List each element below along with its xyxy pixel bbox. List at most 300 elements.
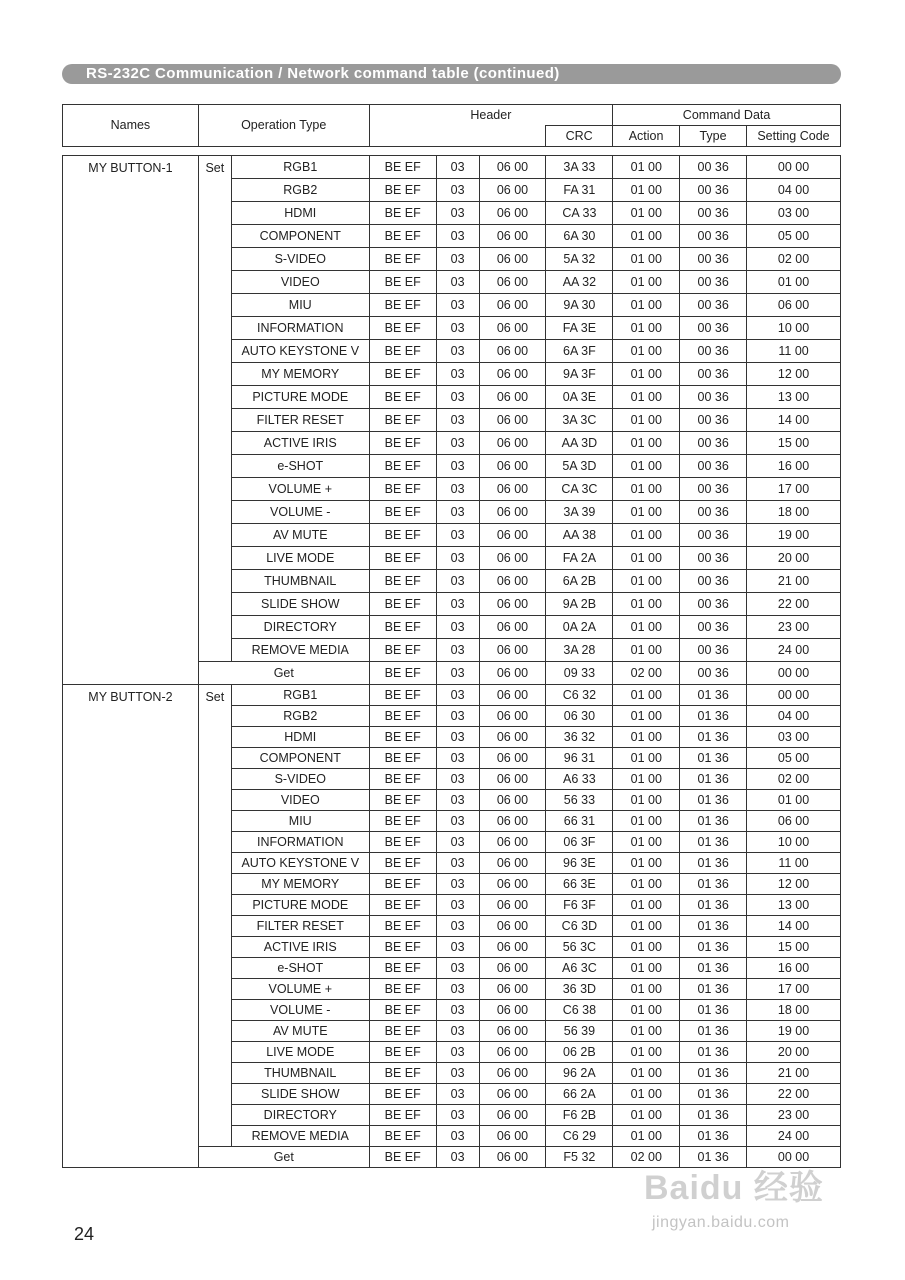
type-cell: 01 36 (680, 811, 747, 832)
action-cell: 01 00 (613, 570, 680, 593)
header-byte1-cell: BE EF (369, 524, 436, 547)
header-byte1-cell: BE EF (369, 811, 436, 832)
setting-code-cell: 03 00 (747, 727, 841, 748)
command-table-header (62, 104, 841, 147)
header-byte1-cell: BE EF (369, 895, 436, 916)
setting-code-cell: 04 00 (747, 179, 841, 202)
action-cell: 01 00 (613, 1126, 680, 1147)
header-byte3-cell: 06 00 (479, 832, 546, 853)
header-byte2-cell: 03 (436, 979, 479, 1000)
operation-cell: MIU (231, 294, 369, 317)
action-cell: 01 00 (613, 727, 680, 748)
type-cell: 01 36 (680, 1000, 747, 1021)
type-cell: 01 36 (680, 874, 747, 895)
operation-type-header: Operation Type (198, 105, 369, 147)
section-title-bar (62, 64, 841, 84)
type-cell: 00 36 (680, 639, 747, 662)
setting-code-cell: 00 00 (747, 156, 841, 179)
action-cell: 01 00 (613, 340, 680, 363)
setting-code-cell: 14 00 (747, 916, 841, 937)
header-byte2-cell: 03 (436, 1126, 479, 1147)
header-byte1-cell: BE EF (369, 790, 436, 811)
type-cell: 01 36 (680, 853, 747, 874)
type-cell: 01 36 (680, 1021, 747, 1042)
action-cell: 01 00 (613, 1084, 680, 1105)
header-byte3-cell: 06 00 (479, 790, 546, 811)
action-cell: 01 00 (613, 294, 680, 317)
operation-cell: HDMI (231, 727, 369, 748)
action-cell: 01 00 (613, 874, 680, 895)
setting-code-cell: 16 00 (747, 958, 841, 979)
setting-code-cell: 04 00 (747, 706, 841, 727)
header-byte2-cell: 03 (436, 524, 479, 547)
header-byte2-cell: 03 (436, 1084, 479, 1105)
header-byte2-cell: 03 (436, 916, 479, 937)
crc-cell: AA 38 (546, 524, 613, 547)
watermark-url: jingyan.baidu.com (652, 1214, 790, 1231)
header-byte2-cell: 03 (436, 727, 479, 748)
type-cell: 01 36 (680, 748, 747, 769)
type-cell: 00 36 (680, 478, 747, 501)
type-cell: 01 36 (680, 895, 747, 916)
crc-cell: 6A 30 (546, 225, 613, 248)
crc-cell: 0A 3E (546, 386, 613, 409)
header-byte2-cell: 03 (436, 832, 479, 853)
header-byte3-cell: 06 00 (479, 570, 546, 593)
operation-cell: MIU (231, 811, 369, 832)
type-cell: 00 36 (680, 432, 747, 455)
action-cell: 01 00 (613, 225, 680, 248)
setting-code-cell: 24 00 (747, 639, 841, 662)
action-cell: 01 00 (613, 811, 680, 832)
crc-cell: 09 33 (546, 662, 613, 685)
header-byte1-cell: BE EF (369, 547, 436, 570)
crc-cell: 56 39 (546, 1021, 613, 1042)
operation-cell: PICTURE MODE (231, 386, 369, 409)
header-byte1-cell: BE EF (369, 1105, 436, 1126)
setting-code-cell: 24 00 (747, 1126, 841, 1147)
setting-code-cell: 12 00 (747, 363, 841, 386)
action-cell: 02 00 (613, 1147, 680, 1168)
crc-cell: 5A 3D (546, 455, 613, 478)
header-byte1-cell: BE EF (369, 706, 436, 727)
operation-cell: SLIDE SHOW (231, 593, 369, 616)
type-cell: 01 36 (680, 685, 747, 706)
header-byte1-cell: BE EF (369, 616, 436, 639)
header-byte3-cell: 06 00 (479, 547, 546, 570)
header-byte3-cell: 06 00 (479, 409, 546, 432)
crc-cell: 06 30 (546, 706, 613, 727)
operation-cell: AV MUTE (231, 524, 369, 547)
setting-code-cell: 21 00 (747, 570, 841, 593)
header-byte1-cell: BE EF (369, 386, 436, 409)
crc-cell: CA 33 (546, 202, 613, 225)
operation-cell: DIRECTORY (231, 616, 369, 639)
crc-cell: 56 33 (546, 790, 613, 811)
setting-code-cell: 18 00 (747, 501, 841, 524)
setting-code-cell: 21 00 (747, 1063, 841, 1084)
watermark-logo: Baidu 经验 (644, 1169, 824, 1207)
operation-cell: THUMBNAIL (231, 570, 369, 593)
header-byte1-cell: BE EF (369, 916, 436, 937)
action-cell: 01 00 (613, 832, 680, 853)
operation-cell: VOLUME + (231, 979, 369, 1000)
type-cell: 00 36 (680, 294, 747, 317)
header-byte2-cell: 03 (436, 317, 479, 340)
header-byte2-cell: 03 (436, 547, 479, 570)
header-byte2-cell: 03 (436, 179, 479, 202)
type-cell: 00 36 (680, 340, 747, 363)
setting-code-cell: 19 00 (747, 524, 841, 547)
header-byte3-cell: 06 00 (479, 1105, 546, 1126)
header-byte3-cell: 06 00 (479, 727, 546, 748)
setting-code-cell: 23 00 (747, 1105, 841, 1126)
operation-cell: RGB2 (231, 179, 369, 202)
operation-cell: THUMBNAIL (231, 1063, 369, 1084)
crc-cell: 06 3F (546, 832, 613, 853)
action-cell: 01 00 (613, 1042, 680, 1063)
crc-cell: 9A 2B (546, 593, 613, 616)
set-label-cell: Set (198, 156, 231, 662)
header-byte1-cell: BE EF (369, 748, 436, 769)
crc-cell: A6 3C (546, 958, 613, 979)
operation-cell: RGB1 (231, 156, 369, 179)
type-cell: 01 36 (680, 769, 747, 790)
type-header: Type (680, 126, 747, 147)
header-byte3-cell: 06 00 (479, 874, 546, 895)
header-byte2-cell: 03 (436, 248, 479, 271)
action-cell: 01 00 (613, 790, 680, 811)
action-cell: 01 00 (613, 179, 680, 202)
header-byte2-cell: 03 (436, 639, 479, 662)
action-cell: 01 00 (613, 409, 680, 432)
action-cell: 02 00 (613, 662, 680, 685)
crc-cell: 3A 39 (546, 501, 613, 524)
header-byte3-cell: 06 00 (479, 248, 546, 271)
crc-cell: 96 2A (546, 1063, 613, 1084)
header-byte3-cell: 06 00 (479, 895, 546, 916)
crc-cell: F5 32 (546, 1147, 613, 1168)
action-cell: 01 00 (613, 685, 680, 706)
setting-code-cell: 05 00 (747, 748, 841, 769)
setting-code-cell: 18 00 (747, 1000, 841, 1021)
header-byte3-cell: 06 00 (479, 853, 546, 874)
action-cell: 01 00 (613, 895, 680, 916)
operation-cell: VOLUME - (231, 501, 369, 524)
header-byte3-cell: 06 00 (479, 685, 546, 706)
header-byte3-cell: 06 00 (479, 1147, 546, 1168)
header-byte3-cell: 06 00 (479, 340, 546, 363)
crc-cell: 3A 3C (546, 409, 613, 432)
command-table-body (62, 155, 841, 1168)
operation-cell: VIDEO (231, 271, 369, 294)
header-byte3-cell: 06 00 (479, 1063, 546, 1084)
type-cell: 00 36 (680, 248, 747, 271)
header-byte1-cell: BE EF (369, 1042, 436, 1063)
action-cell: 01 00 (613, 769, 680, 790)
header-byte2-cell: 03 (436, 1105, 479, 1126)
setting-code-cell: 06 00 (747, 294, 841, 317)
header-byte1-cell: BE EF (369, 639, 436, 662)
operation-cell: MY MEMORY (231, 874, 369, 895)
header-byte3-cell: 06 00 (479, 1000, 546, 1021)
header-byte3-cell: 06 00 (479, 1126, 546, 1147)
type-cell: 01 36 (680, 832, 747, 853)
operation-cell: REMOVE MEDIA (231, 639, 369, 662)
header-byte2-cell: 03 (436, 478, 479, 501)
setting-code-cell: 00 00 (747, 685, 841, 706)
operation-cell: VOLUME + (231, 478, 369, 501)
header-byte2-cell: 03 (436, 769, 479, 790)
action-cell: 01 00 (613, 639, 680, 662)
setting-code-cell: 19 00 (747, 1021, 841, 1042)
header-byte1-cell: BE EF (369, 478, 436, 501)
setting-code-cell: 15 00 (747, 937, 841, 958)
operation-cell: LIVE MODE (231, 1042, 369, 1063)
header-byte1-cell: BE EF (369, 340, 436, 363)
header-byte3-cell: 06 00 (479, 179, 546, 202)
header-byte2-cell: 03 (436, 1063, 479, 1084)
header-byte1-cell: BE EF (369, 769, 436, 790)
header-byte2-cell: 03 (436, 895, 479, 916)
header-byte2-cell: 03 (436, 662, 479, 685)
type-cell: 00 36 (680, 271, 747, 294)
crc-cell: 36 3D (546, 979, 613, 1000)
crc-cell: AA 32 (546, 271, 613, 294)
header-byte2-cell: 03 (436, 1000, 479, 1021)
header-byte2-cell: 03 (436, 386, 479, 409)
action-cell: 01 00 (613, 524, 680, 547)
command-table-frame (62, 104, 841, 1184)
header-byte2-cell: 03 (436, 616, 479, 639)
header-byte2-cell: 03 (436, 748, 479, 769)
setting-code-cell: 01 00 (747, 790, 841, 811)
operation-cell: FILTER RESET (231, 916, 369, 937)
operation-cell: MY MEMORY (231, 363, 369, 386)
setting-code-cell: 15 00 (747, 432, 841, 455)
header-byte3-cell: 06 00 (479, 1042, 546, 1063)
header-byte1-cell: BE EF (369, 853, 436, 874)
header-byte1-cell: BE EF (369, 501, 436, 524)
setting-code-cell: 10 00 (747, 317, 841, 340)
setting-code-cell: 02 00 (747, 248, 841, 271)
header-byte1-cell: BE EF (369, 156, 436, 179)
operation-cell: HDMI (231, 202, 369, 225)
action-cell: 01 00 (613, 748, 680, 769)
header-byte2-cell: 03 (436, 294, 479, 317)
operation-cell: LIVE MODE (231, 547, 369, 570)
group-name-cell: MY BUTTON-1 (63, 156, 199, 685)
header-byte2-cell: 03 (436, 706, 479, 727)
type-cell: 00 36 (680, 156, 747, 179)
action-cell: 01 00 (613, 1000, 680, 1021)
crc-cell: 6A 2B (546, 570, 613, 593)
type-cell: 00 36 (680, 547, 747, 570)
type-cell: 00 36 (680, 317, 747, 340)
action-cell: 01 00 (613, 248, 680, 271)
operation-cell: COMPONENT (231, 225, 369, 248)
crc-cell: C6 3D (546, 916, 613, 937)
names-header: Names (63, 105, 199, 147)
crc-cell: 3A 28 (546, 639, 613, 662)
action-cell: 01 00 (613, 937, 680, 958)
crc-header: CRC (546, 126, 613, 147)
header-byte3-cell: 06 00 (479, 1021, 546, 1042)
header-byte3-cell: 06 00 (479, 294, 546, 317)
header-byte1-cell: BE EF (369, 432, 436, 455)
crc-cell: A6 33 (546, 769, 613, 790)
operation-cell: VOLUME - (231, 1000, 369, 1021)
operation-cell: AUTO KEYSTONE V (231, 853, 369, 874)
header-byte2-cell: 03 (436, 685, 479, 706)
header-byte2-cell: 03 (436, 409, 479, 432)
type-cell: 00 36 (680, 524, 747, 547)
setting-code-cell: 01 00 (747, 271, 841, 294)
header-byte3-cell: 06 00 (479, 386, 546, 409)
setting-code-cell: 11 00 (747, 340, 841, 363)
type-cell: 00 36 (680, 570, 747, 593)
header-byte2-cell: 03 (436, 202, 479, 225)
header-byte2-cell: 03 (436, 1021, 479, 1042)
setting-code-cell: 00 00 (747, 662, 841, 685)
header-byte1-cell: BE EF (369, 317, 436, 340)
header-byte1-cell: BE EF (369, 409, 436, 432)
type-cell: 00 36 (680, 363, 747, 386)
header-byte1-cell: BE EF (369, 363, 436, 386)
header-byte2-cell: 03 (436, 1147, 479, 1168)
action-header: Action (613, 126, 680, 147)
header-byte3-cell: 06 00 (479, 271, 546, 294)
type-cell: 00 36 (680, 409, 747, 432)
type-cell: 01 36 (680, 706, 747, 727)
header-byte3-cell: 06 00 (479, 639, 546, 662)
header-byte1-cell: BE EF (369, 1084, 436, 1105)
get-label-cell: Get (198, 662, 369, 685)
action-cell: 01 00 (613, 593, 680, 616)
setting-code-cell: 17 00 (747, 478, 841, 501)
header-byte1-cell: BE EF (369, 455, 436, 478)
crc-cell: C6 38 (546, 1000, 613, 1021)
header-byte3-cell: 06 00 (479, 478, 546, 501)
baidu-watermark (640, 1158, 860, 1242)
header-byte3-cell: 06 00 (479, 958, 546, 979)
header-byte3-cell: 06 00 (479, 811, 546, 832)
header-byte3-cell: 06 00 (479, 202, 546, 225)
operation-cell: VIDEO (231, 790, 369, 811)
setting-code-cell: 20 00 (747, 1042, 841, 1063)
crc-cell: 66 2A (546, 1084, 613, 1105)
type-cell: 00 36 (680, 455, 747, 478)
header-byte2-cell: 03 (436, 937, 479, 958)
crc-cell: AA 3D (546, 432, 613, 455)
setting-code-cell: 16 00 (747, 455, 841, 478)
header-byte3-cell: 06 00 (479, 1084, 546, 1105)
crc-cell: 0A 2A (546, 616, 613, 639)
setting-code-cell: 06 00 (747, 811, 841, 832)
header-byte2-cell: 03 (436, 593, 479, 616)
header-byte1-cell: BE EF (369, 271, 436, 294)
header-byte3-cell: 06 00 (479, 937, 546, 958)
operation-cell: RGB2 (231, 706, 369, 727)
action-cell: 01 00 (613, 1063, 680, 1084)
header-byte3-cell: 06 00 (479, 501, 546, 524)
table-row (63, 685, 841, 706)
operation-cell: PICTURE MODE (231, 895, 369, 916)
action-cell: 01 00 (613, 455, 680, 478)
crc-cell: 66 3E (546, 874, 613, 895)
header-blank (369, 126, 546, 147)
header-byte3-cell: 06 00 (479, 916, 546, 937)
crc-cell: 36 32 (546, 727, 613, 748)
header-byte1-cell: BE EF (369, 662, 436, 685)
crc-cell: 9A 30 (546, 294, 613, 317)
type-cell: 00 36 (680, 202, 747, 225)
type-cell: 01 36 (680, 1042, 747, 1063)
type-cell: 00 36 (680, 662, 747, 685)
header-byte2-cell: 03 (436, 853, 479, 874)
crc-cell: FA 31 (546, 179, 613, 202)
crc-cell: FA 2A (546, 547, 613, 570)
crc-cell: C6 32 (546, 685, 613, 706)
header-byte1-cell: BE EF (369, 202, 436, 225)
group-name-cell: MY BUTTON-2 (63, 685, 199, 1168)
type-cell: 00 36 (680, 179, 747, 202)
header-byte3-cell: 06 00 (479, 748, 546, 769)
operation-cell: AV MUTE (231, 1021, 369, 1042)
header-byte2-cell: 03 (436, 225, 479, 248)
action-cell: 01 00 (613, 706, 680, 727)
setting-code-cell: 23 00 (747, 616, 841, 639)
type-cell: 00 36 (680, 593, 747, 616)
operation-cell: AUTO KEYSTONE V (231, 340, 369, 363)
crc-cell: 66 31 (546, 811, 613, 832)
crc-cell: 06 2B (546, 1042, 613, 1063)
header-byte1-cell: BE EF (369, 979, 436, 1000)
operation-cell: DIRECTORY (231, 1105, 369, 1126)
header-byte1-cell: BE EF (369, 179, 436, 202)
setting-code-cell: 00 00 (747, 1147, 841, 1168)
header-byte1-cell: BE EF (369, 685, 436, 706)
action-cell: 01 00 (613, 853, 680, 874)
table-row (63, 156, 841, 179)
crc-cell: F6 3F (546, 895, 613, 916)
crc-cell: F6 2B (546, 1105, 613, 1126)
header-byte1-cell: BE EF (369, 1063, 436, 1084)
header-byte1-cell: BE EF (369, 727, 436, 748)
header-byte2-cell: 03 (436, 501, 479, 524)
header-byte3-cell: 06 00 (479, 363, 546, 386)
type-cell: 01 36 (680, 958, 747, 979)
header-byte1-cell: BE EF (369, 294, 436, 317)
crc-cell: 3A 33 (546, 156, 613, 179)
action-cell: 01 00 (613, 386, 680, 409)
setting-code-cell: 03 00 (747, 202, 841, 225)
header-byte1-cell: BE EF (369, 1126, 436, 1147)
setting-code-cell: 10 00 (747, 832, 841, 853)
header-byte1-cell: BE EF (369, 225, 436, 248)
operation-cell: ACTIVE IRIS (231, 432, 369, 455)
action-cell: 01 00 (613, 1105, 680, 1126)
header-byte2-cell: 03 (436, 363, 479, 386)
header-byte3-cell: 06 00 (479, 769, 546, 790)
header-byte1-cell: BE EF (369, 248, 436, 271)
header-byte3-cell: 06 00 (479, 156, 546, 179)
type-cell: 00 36 (680, 225, 747, 248)
setting-code-cell: 05 00 (747, 225, 841, 248)
set-label-cell: Set (198, 685, 231, 1147)
header-byte3-cell: 06 00 (479, 225, 546, 248)
crc-cell: 6A 3F (546, 340, 613, 363)
